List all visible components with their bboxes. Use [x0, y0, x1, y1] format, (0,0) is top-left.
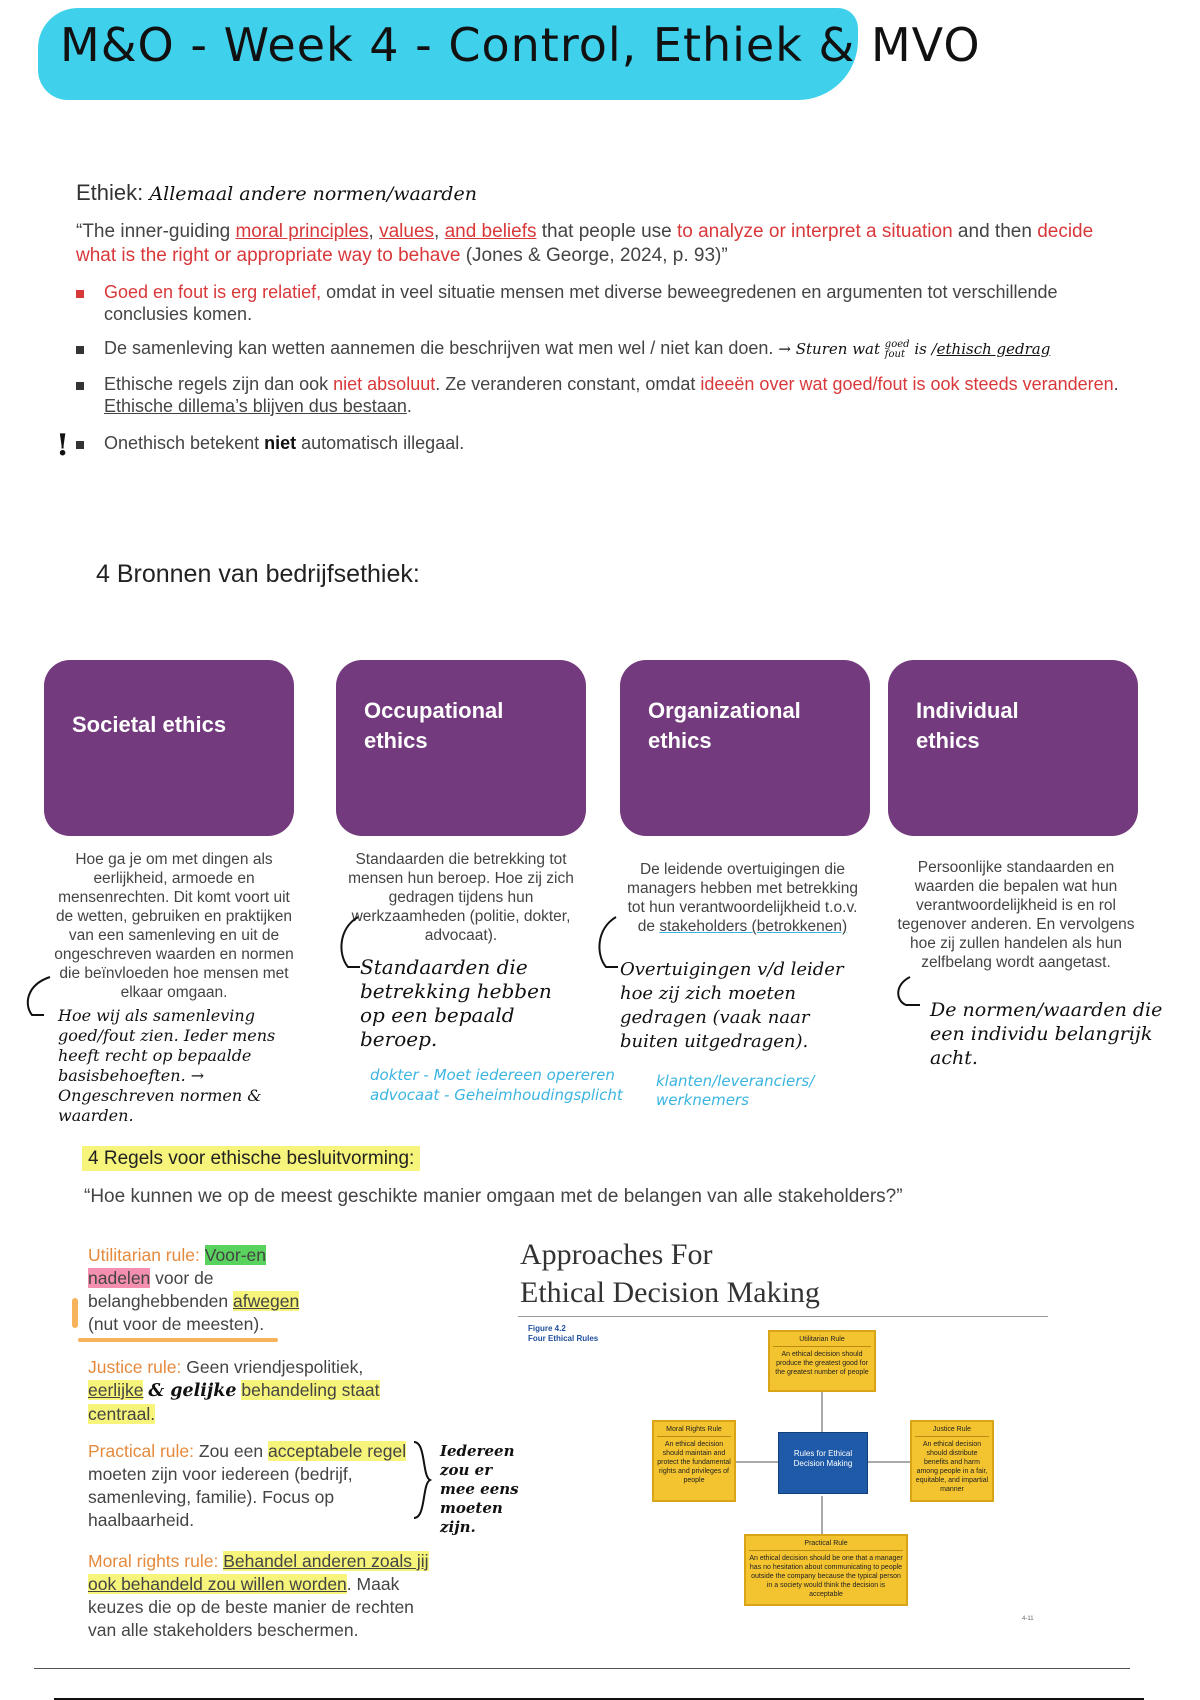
- note-occupational-example-1: dokter - Moet iedereen opereren: [370, 1066, 615, 1084]
- bullet-icon: [76, 382, 84, 390]
- quote-part: ,: [368, 221, 380, 242]
- note-organizational: Overtuigingen v/d leider hoe zij zich moeten gedragen (vaak naar buiten uitgedragen).: [620, 959, 844, 1052]
- figure-box-practical: [744, 1534, 908, 1606]
- figure-box-utilitarian: [768, 1330, 876, 1392]
- note-societal: Hoe wij als samenleving goed/fout zien. Ieder mens heeft recht op bepaalde basisbehoeften. → Ongeschreven normen & waarden.: [58, 1006, 276, 1125]
- rule-handnote: & gelijke: [148, 1381, 237, 1401]
- figure-title: Ethical Decision Making: [520, 1276, 820, 1309]
- bullet-underlined: Ethische dillema’s blijven dus bestaan: [104, 396, 407, 416]
- figure-title: Approaches For: [520, 1238, 713, 1271]
- page-title: M&O - Week 4 - Control, Ethiek & MVO: [60, 18, 981, 72]
- rule-text: Geen vriendjespolitiek,: [181, 1357, 364, 1377]
- rule-text: moeten zijn voor iedereen (bedrijf, samenleving, familie). Focus op haalbaarheid.: [88, 1464, 353, 1530]
- bullet-text: automatisch illegaal.: [296, 433, 465, 453]
- rule-text: (nut voor de meesten).: [88, 1314, 265, 1334]
- regels-heading-text: 4 Regels voor ethische besluitvorming:: [82, 1146, 420, 1171]
- ethiek-bullet-2: [104, 337, 1050, 360]
- hand-note: fout: [884, 349, 905, 360]
- rule-justice: [88, 1356, 388, 1426]
- quote-values: values: [379, 221, 435, 242]
- regels-heading: [82, 1148, 420, 1170]
- arrow-icon: [592, 915, 622, 975]
- note-organizational-stakeholders: klanten/leveranciers/ werknemers: [656, 1072, 815, 1109]
- bullet-text: Ethische regels zijn dan ook: [104, 374, 334, 394]
- bullet-icon: [76, 441, 84, 449]
- arrow-icon: [890, 975, 930, 1015]
- bullet-text: omdat in veel situatie mensen met diverse beweegredenen en argumenten tot verschillende conclusies komen.: [104, 282, 1058, 324]
- quote-moral: moral principles: [235, 221, 369, 242]
- figure-sublabel: Four Ethical Rules: [528, 1334, 599, 1343]
- rule-text: voor de belanghebbenden: [88, 1268, 234, 1311]
- box-title: Utilitarian Rule: [773, 1335, 871, 1347]
- rule-highlight: Behandel anderen zoals jij ook behandeld zou willen worden: [88, 1551, 429, 1594]
- figure-label: Figure 4.2: [528, 1324, 566, 1333]
- box-text: An ethical decision should distribute benefits and harm among people in a fair, equitable, and impartial manner: [915, 1441, 989, 1493]
- bullet-bold: niet: [264, 433, 297, 453]
- exclamation-mark: !: [56, 428, 70, 463]
- ethiek-bullet-1: [104, 281, 1084, 325]
- card-title: Societal ethics: [72, 712, 227, 737]
- rule-name: Justice rule:: [88, 1357, 182, 1377]
- bottom-divider: [34, 1668, 1130, 1669]
- figure-box-moral-rights: [652, 1420, 736, 1502]
- bullet-text: Onethisch betekent: [104, 433, 265, 453]
- note-occupational-example-2: advocaat - Geheimhoudingsplicht: [370, 1086, 623, 1104]
- rule-name: Practical rule:: [88, 1441, 195, 1461]
- bullet-red: Goed en fout is erg relatief,: [104, 282, 322, 302]
- ethiek-bullet-4: [104, 432, 464, 454]
- figure-ethical-rules: [518, 1236, 1050, 1626]
- quote-red: decide what is the right or appropriate way to behave: [76, 221, 1094, 266]
- bullet-red: niet absoluut: [333, 374, 436, 394]
- card-desc-individual: Persoonlijke standaarden en waarden die bepalen wat hun verantwoordelijkheid is en rol tegenover anderen. En vervolgens hoe zij zullen handelen als hun zelfbelang wordt aangetast.: [897, 859, 1135, 971]
- card-title: Occupational ethics: [364, 698, 504, 753]
- box-title: Moral Rights Rule: [657, 1425, 731, 1437]
- note-individual: De normen/waarden die een individu belangrijk acht.: [930, 999, 1163, 1069]
- rule-highlight: Voor-en: [204, 1245, 267, 1265]
- card-organizational-ethics: [620, 660, 870, 836]
- rule-utilitarian: [88, 1244, 318, 1336]
- card-societal-ethics: [44, 660, 294, 836]
- desc-underlined: stakeholders (betrokkenen): [659, 918, 848, 935]
- rule-moral-rights: [88, 1550, 438, 1642]
- hand-note: ethisch gedrag: [936, 340, 1051, 358]
- bronnen-heading: 4 Bronnen van bedrijfsethiek:: [96, 560, 420, 588]
- figure-page-number: 4-11: [1022, 1616, 1034, 1622]
- box-text: An ethical decision should be one that a manager has no hesitation about communicating to people outside the company because the typical person in a society would think the decision is acceptable: [749, 1555, 903, 1598]
- hand-note: → Sturen wat: [778, 340, 881, 358]
- brace-icon: [410, 1440, 434, 1520]
- highlight-mark: [78, 1338, 278, 1342]
- regels-question: “Hoe kunnen we op de meest geschikte manier omgaan met de belangen van alle stakeholders?”: [84, 1186, 903, 1207]
- ethiek-handnote: Allemaal andere normen/waarden: [149, 183, 477, 205]
- rule-practical: [88, 1440, 408, 1532]
- highlight-mark: [72, 1298, 78, 1328]
- desc-text: De leidende overtuigingen die managers hebben met betrekking tot hun verantwoordelijkheid t.o.v. de: [627, 861, 858, 935]
- bullet-text: . Ze veranderen constant, omdat: [435, 374, 701, 394]
- card-desc-organizational: [620, 860, 865, 936]
- bullet-text: De samenleving kan wetten aannemen die beschrijven wat men wel / niet kan doen.: [104, 338, 774, 358]
- hand-note: is /: [914, 340, 937, 358]
- note-practical: Iedereen zou er mee eens moeten zijn.: [440, 1442, 519, 1536]
- ethiek-quote: [76, 220, 1126, 268]
- card-desc-societal: Hoe ga je om met dingen als eerlijkheid, armoede en mensenrechten. Dit komt voort uit de wetten, gebruiken en praktijken van een samenleving en uit de ongeschreven waarden en normen die beïnvloeden hoe mensen met elkaar omgaan.: [54, 851, 294, 1001]
- box-text: An ethical decision should produce the greatest good for the greatest number of people: [775, 1351, 869, 1376]
- rule-highlight: acceptabele regel: [267, 1441, 407, 1461]
- quote-part: “The inner-guiding: [76, 221, 236, 242]
- rule-highlight: behandeling staat centraal.: [88, 1380, 380, 1424]
- figure-box-justice: [910, 1420, 994, 1502]
- arrow-icon: [20, 975, 60, 1025]
- rule-underlined: afwegen: [233, 1291, 300, 1311]
- bullet-icon: [76, 290, 84, 298]
- card-individual-ethics: [888, 660, 1138, 836]
- rule-underlined: eerlijke: [88, 1380, 144, 1400]
- card-title: Individual ethics: [916, 698, 1019, 753]
- rule-text: . Maak keuzes die op de beste manier de rechten van alle stakeholders beschermen.: [88, 1574, 414, 1640]
- bullet-icon: [76, 346, 84, 354]
- card-desc-occupational: Standaarden die betrekking tot mensen hun beroep. Hoe zij zich gedragen tijdens hun werkzaamheden (politie, dokter, advocaat).: [348, 851, 574, 944]
- hand-note: goed: [884, 339, 910, 350]
- box-title: Practical Rule: [749, 1539, 903, 1551]
- note-occupational: Standaarden die betrekking hebben op een bepaald beroep.: [360, 955, 552, 1051]
- bullet-text: .: [406, 396, 412, 416]
- quote-part: ,: [434, 221, 445, 242]
- card-title: Organizational ethics: [648, 698, 801, 753]
- quote-part: and then: [952, 221, 1038, 242]
- ethiek-label: [76, 180, 477, 206]
- figure-center-box: Rules for Ethical Decision Making: [778, 1432, 868, 1494]
- rule-name: Utilitarian rule:: [88, 1245, 200, 1265]
- quote-beliefs: and beliefs: [444, 221, 537, 242]
- quote-part: that people use: [536, 221, 677, 242]
- quote-cite: (Jones & George, 2024, p. 93)”: [460, 245, 728, 266]
- rule-highlight: nadelen: [88, 1268, 151, 1288]
- rule-name: Moral rights rule:: [88, 1551, 219, 1571]
- card-occupational-ethics: [336, 660, 586, 836]
- ethiek-bullet-3: [104, 373, 1134, 417]
- ethiek-label-text: Ethiek:: [76, 180, 144, 205]
- bullet-text: .: [1113, 374, 1119, 394]
- box-title: Justice Rule: [915, 1425, 989, 1437]
- rule-text: Zou een: [194, 1441, 268, 1461]
- quote-red: to analyze or interpret a situation: [676, 221, 953, 242]
- bullet-red: ideeën over wat goed/fout is ook steeds veranderen: [700, 374, 1114, 394]
- box-text: An ethical decision should maintain and protect the fundamental rights and privileges of people: [657, 1441, 731, 1484]
